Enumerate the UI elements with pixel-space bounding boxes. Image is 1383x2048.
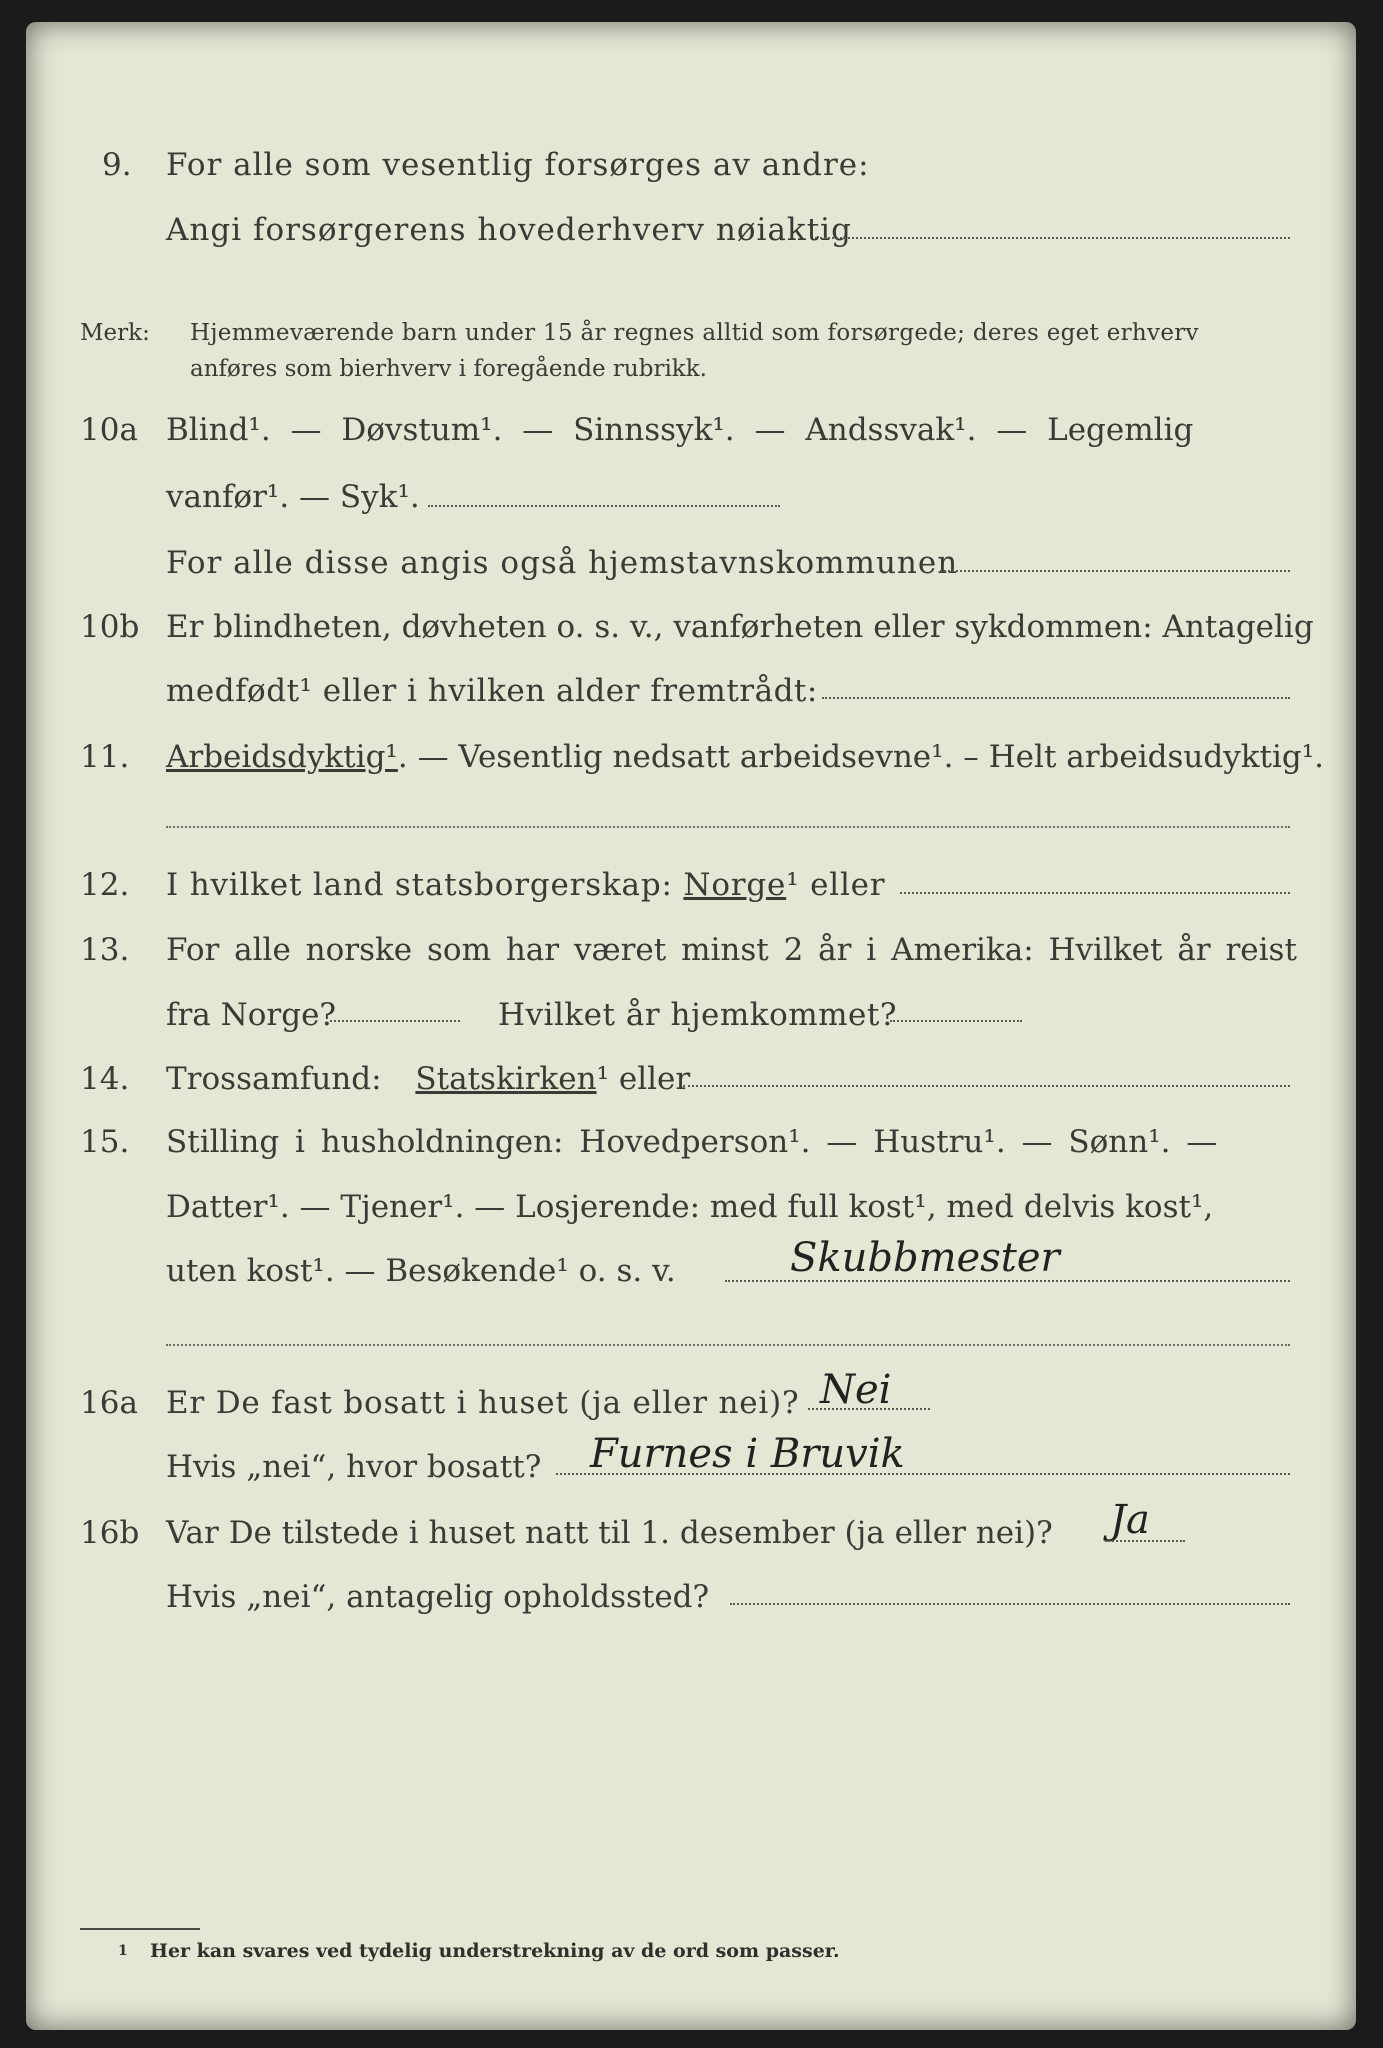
q9-answer-line[interactable] [815,237,1290,239]
q10b-line1: Er blindheten, døvheten o. s. v., vanførheten eller sykdommen: Antagelig [166,609,1314,645]
q9-line1: For alle som vesentlig forsørges av andre: [166,147,870,183]
q16b-number: 16b [80,1515,140,1551]
footnote-mark: 1 [118,1943,128,1959]
q12-line [166,867,886,903]
q16b-line1: Var De tilstede i huset natt til 1. desember (ja eller nei)? [166,1515,1053,1551]
q10a-number: 10a [80,412,138,448]
q15-handwritten-answer: Skubbmester [790,1235,1060,1281]
q10b-number: 10b [80,609,140,645]
q14-statskirken-underlined[interactable]: Statskirken [415,1061,597,1097]
q11-answer-line[interactable] [166,826,1290,828]
q16a-line2: Hvis „nei“, hvor bosatt? [166,1449,542,1485]
q10b-line2: medfødt¹ eller i hvilken alder fremtrådt: [166,673,818,709]
q16a-line1: Er De fast bosatt i huset (ja eller nei)? [166,1385,800,1421]
q15-number: 15. [80,1124,130,1160]
q15-line1: Stilling i husholdningen: Hovedperson¹. — Hustru¹. — Sønn¹. — [166,1124,1218,1160]
q15-line3: uten kost¹. — Besøkende¹ o. s. v. [166,1253,676,1289]
q11-arbeidsdyktig-underlined[interactable]: Arbeidsdyktig¹ [166,739,398,775]
q14-number: 14. [80,1061,130,1097]
q9-number: 9. [102,147,132,183]
q13-hjemkommet-line[interactable] [890,1020,1022,1022]
q12-after: ¹ eller [786,867,886,903]
q13-number: 13. [80,932,130,968]
q16a-handwritten-answer2: Furnes i Bruvik [590,1431,905,1477]
q16a-number: 16a [80,1385,138,1421]
q10a-line3: For alle disse angis også hjemstavnskommunen [166,545,959,581]
q16b-line2: Hvis „nei“, antagelig opholdssted? [166,1579,710,1615]
q13-line1: For alle norske som har været minst 2 år i Amerika: Hvilket år reist [166,932,1297,968]
footnote-text: Her kan svares ved tydelig understrekning av de ord som passer. [150,1940,840,1962]
q14-before: Trossamfund: [166,1061,382,1097]
merk-line1: Hjemmeværende barn under 15 år regnes alltid som forsørgede; deres eget erhverv [190,320,1199,346]
q10b-answer-line[interactable] [822,697,1290,699]
q15-answer-line[interactable] [725,1280,1290,1282]
q15-extra-line[interactable] [166,1344,1290,1346]
q11-rest: . — Vesentlig nedsatt arbeidsevne¹. – Helt arbeidsudyktig¹. [397,739,1325,775]
merk-label: Merk: [80,320,150,346]
q13-reist-line[interactable] [330,1020,460,1022]
q16b-answer-line2[interactable] [730,1603,1290,1605]
q14-line [166,1061,691,1097]
q12-number: 12. [80,867,130,903]
merk-line2: anføres som bierhverv i foregående rubrikk. [190,356,707,382]
q9-line2: Angi forsørgerens hovederhverv nøiaktig [166,212,852,248]
q10a-line2: vanfør¹. — Syk¹. [166,479,420,515]
q12-answer-line[interactable] [900,892,1290,894]
q10a-answer-line[interactable] [428,505,780,507]
q12-before: I hvilket land statsborgerskap: [166,867,673,903]
q11-number: 11. [80,739,130,775]
q14-answer-line[interactable] [683,1085,1290,1087]
q14-after: ¹ eller [596,1061,691,1097]
q16a-handwritten-answer1: Nei [820,1367,892,1413]
q16b-handwritten-answer1: Ja [1110,1497,1150,1543]
q10a-hjemstavn-line[interactable] [940,570,1290,572]
q11-line [166,739,1325,775]
q15-line2: Datter¹. — Tjener¹. — Losjerende: med full kost¹, med delvis kost¹, [166,1189,1214,1225]
q16b-answer-line1[interactable] [1105,1540,1185,1542]
q13-line2a: fra Norge? [166,997,337,1033]
q13-line2b: Hvilket år hjemkommet? [498,997,897,1033]
q12-norge-underlined[interactable]: Norge [683,867,787,903]
q16a-answer-line1[interactable] [808,1408,930,1410]
q16a-answer-line2[interactable] [556,1473,1290,1475]
q10a-line1: Blind¹. — Døvstum¹. — Sinnssyk¹. — Andssvak¹. — Legemlig [166,412,1194,448]
footnote-rule [80,1928,200,1930]
